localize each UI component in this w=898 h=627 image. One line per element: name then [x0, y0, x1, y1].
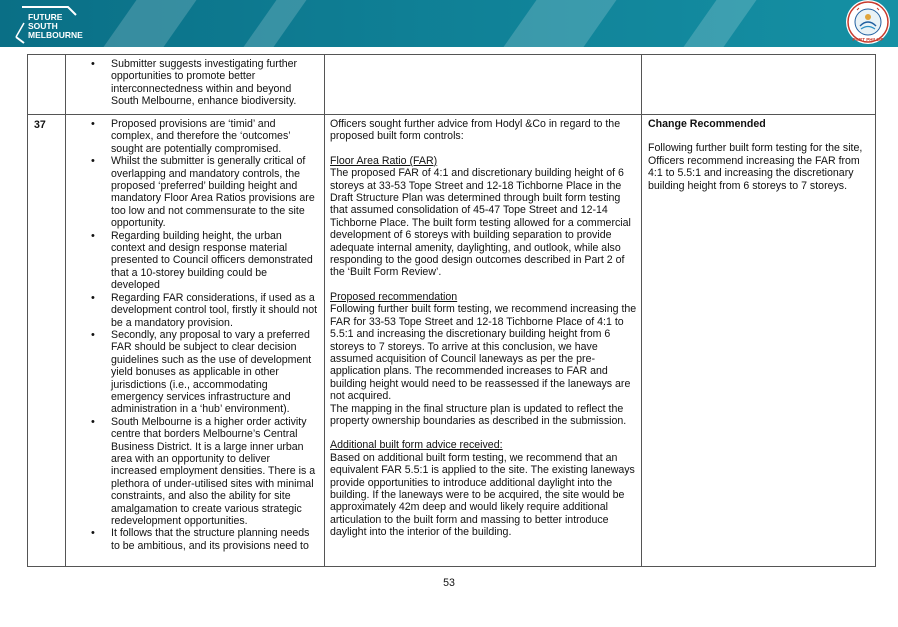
svg-text:PORT PHILLIP: PORT PHILLIP [852, 37, 884, 42]
logo-line-1: FUTURE [28, 12, 63, 22]
submission-point: • Regarding building height, the urban context and design response material presented to Council officers demonstrated that a 10-storey building could be developed [66, 230, 318, 292]
submission-number-cell [28, 55, 66, 115]
submission-point: • South Melbourne is a higher order activity centre that borders Melbourne’s Central Business District. It is a large inner urban area with an opportunity to deliver increased employment densities. There is a plethora of under-utilised sites with minimal constraints, and also the ability for site amalgamation to create various strategic redevelopment opportunities. [66, 416, 318, 528]
submission-number: 37 [34, 119, 46, 131]
recommendation-cell [642, 55, 876, 115]
future-south-melbourne-logo [10, 3, 83, 45]
officer-response-cell [325, 55, 642, 115]
response-paragraph: Based on additional built form testing, we recommend that an equivalent FAR 5.5:1 is applied to the site. The existing laneways provide opportunities to introduce additional daylight into the building. If the laneways were to be acquired, the site would be approximately 42m deep and would likely require additional articulation to the built form and massing to better introduce daylight into the interior of the building. [330, 451, 635, 539]
submissions-table [27, 54, 876, 567]
city-of-port-phillip-seal [846, 0, 890, 44]
response-subheading: Floor Area Ratio (FAR) [330, 154, 438, 167]
logo-line-3: MELBOURNE [28, 30, 83, 40]
response-paragraph: The mapping in the final structure plan is updated to reflect the property ownership boundaries as described in the submission. [330, 402, 627, 427]
recommendation-heading: Change Recommended [648, 118, 766, 130]
submission-number-cell [28, 115, 66, 567]
submission-summary-cell [66, 115, 325, 567]
submission-point: • Secondly, any proposal to vary a preferred FAR should be subject to clear decision guidelines such as the use of development yield bonuses as applicable in other jurisdictions (i.e., accommodating emergency services infrastructure and administration in a ‘hub’ environment). [66, 329, 318, 416]
submission-point: • Submitter suggests investigating further opportunities to promote better interconnectedness within and beyond South Melbourne, enhance biodiversity. [66, 58, 318, 108]
submission-point: • Proposed provisions are ‘timid’ and complex, and therefore the ‘outcomes’ sought are potentially compromised. [66, 118, 318, 155]
submission-number [28, 55, 65, 59]
submission-summary-cell [66, 55, 325, 115]
submission-point: • It follows that the structure planning needs to be ambitious, and its provisions need to [66, 527, 318, 552]
response-paragraph: Following further built form testing, we recommend increasing the FAR for 33-53 Tope Street and 12-18 Tichborne Place of 4:1 to 5.5:1 and increasing the discretionary building height from 6 storeys to 7 storeys. To arrive at this conclusion, we have assumed acquisition of Council laneways as per the pre-application plans. The recommended increases to FAR and building height would need to be reassessed if the laneways are not acquired. [330, 303, 637, 403]
submission-points [66, 115, 324, 552]
table-row [28, 55, 876, 115]
page-number: 53 [443, 577, 455, 589]
response-subheading: Proposed recommendation [330, 290, 458, 303]
response-subheading: Additional built form advice received: [330, 439, 503, 452]
table-row [28, 115, 876, 567]
recommendation-cell [642, 115, 876, 567]
submission-point: • Regarding FAR considerations, if used as a development control tool, firstly it should not be a mandatory provision. [66, 292, 318, 329]
logo-line-2: SOUTH [28, 21, 58, 31]
response-paragraph: The proposed FAR of 4:1 and discretionary building height of 6 storeys at 33-53 Tope Street and 12-18 Tichborne Place in the Draft Structure Plan was determined through built form testing that assumed consolidation of 45-47 Tope Street and 12-14 Tichborne Place. The built form testing allowed for a commercial development of 6 storeys with building separation to provide adequate internal amenity, daylighting, and outlook, while also responding to the good design outcomes described in Part 2 of the ‘Built Form Review’. [330, 167, 631, 279]
submission-points [66, 55, 324, 108]
submission-point: • Whilst the submitter is generally critical of overlapping and mandatory controls, the proposed ‘preferred’ building height and mandatory Floor Area Ratios provisions are too low and not commensurate to the site opportunity. [66, 155, 318, 229]
header-banner [0, 0, 898, 47]
officer-response-cell [325, 115, 642, 567]
recommendation-text: Following further built form testing for the site, Officers recommend increasing the FAR from 4:1 to 5.5:1 and increasing the discretionary building height from 6 storeys to 7 storeys. [648, 142, 863, 192]
response-paragraph: Officers sought further advice from Hodyl &Co in regard to the proposed built form controls: [330, 118, 621, 143]
